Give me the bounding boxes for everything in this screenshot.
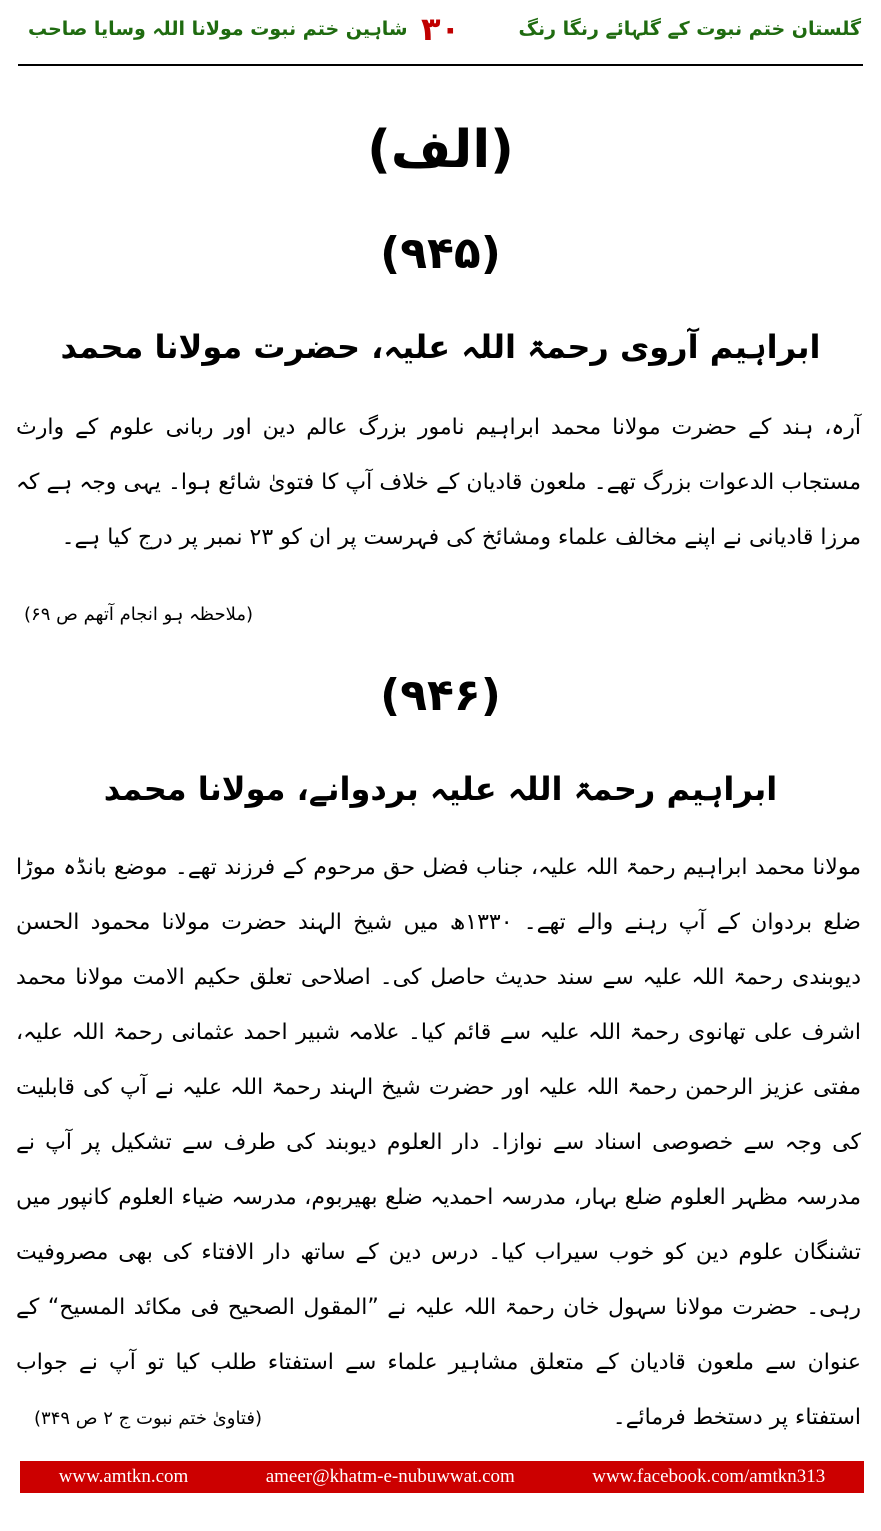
entry-body: آرہ، ہند کے حضرت مولانا محمد ابراہیم نامور بزرگ عالم دین اور ربانی علوم کے وارث مستجاب الدعوات بزرگ تھے۔ ملعون قادیان کے خلاف آپ کا فتویٰ شائع ہوا۔ یہی وجہ ہے کہ مرزا قادیانی نے اپنے مخالف علماء ومشائخ کی فہرست پر ان کو ۲۳ نمبر پر درج کیا ہے۔ — [16, 415, 861, 550]
entry-number: (۹۴۶) — [380, 670, 501, 721]
entry-number: (۹۴۵) — [380, 228, 501, 279]
section-title: (الف) — [367, 120, 514, 180]
footer-facebook-link[interactable]: www.facebook.com/amtkn313 — [592, 1466, 826, 1487]
page-number: ۳۰ — [420, 10, 461, 48]
header-divider — [18, 64, 863, 66]
entry-reference: (ملاحظہ ہو انجام آتھم ص ۶۹) — [24, 604, 253, 625]
book-title: گلستان ختم نبوت کے گلہائے رنگا رنگ — [518, 18, 861, 40]
footer-email-link[interactable]: ameer@khatm-e-nubuwwat.com — [265, 1466, 515, 1487]
footer-website-link[interactable]: www.amtkn.com — [58, 1466, 189, 1487]
entry-reference: (فتاویٰ ختم نبوت ج ۲ ص ۳۴۹) — [34, 1408, 262, 1429]
entry-title: ابراہیم رحمۃ اللہ علیہ بردوانے، مولانا محمد — [103, 770, 778, 808]
entry-title: ابراہیم آروی رحمۃ اللہ علیہ، حضرت مولانا محمد — [60, 328, 821, 366]
entry-body: مولانا محمد ابراہیم رحمۃ اللہ علیہ، جناب فضل حق مرحوم کے فرزند تھے۔ موضع بانڈہ موڑا ضلع بردوان کے آپ رہنے والے تھے۔ ۱۳۳۰ھ میں شیخ الہند حضرت مولانا محمود الحسن دیوبندی رحمۃ اللہ علیہ سے سند حدیث حاصل کی۔ اصلاحی تعلق حکیم الامت مولانا محمد اشرف علی تھانوی رحمۃ اللہ علیہ سے قائم کیا۔ علامہ شبیر احمد عثمانی رحمۃ اللہ علیہ، مفتی عزیز الرحمن رحمۃ اللہ علیہ اور حضرت شیخ الہند رحمۃ اللہ علیہ نے آپ کی قابلیت کی وجہ سے خصوصی اسناد سے نوازا۔ دار العلوم دیوبند کی طرف سے تشکیل پر آپ نے مدرسہ مظہر العلوم ضلع بہار، مدرسہ احمدیہ ضلع بھیربوم، مدرسہ ضیاء العلوم کانپور میں تشنگان علوم دین کو خوب سیراب کیا۔ درس دین کے ساتھ دار الافتاء کی بھی مصروفیت رہی۔ حضرت مولانا سہول خان رحمۃ اللہ علیہ نے ”المقول الصحیح فی مکائد المسیح“ کے عنوان سے ملعون قادیان کے متعلق مشاہیر علماء سے استفتاء طلب کیا تو آپ نے جواب استفتاء پر دستخط فرمائے۔ — [16, 855, 861, 1430]
author-name: شاہین ختم نبوت مولانا اللہ وسایا صاحب — [28, 18, 408, 40]
footer-bar — [20, 1461, 864, 1493]
